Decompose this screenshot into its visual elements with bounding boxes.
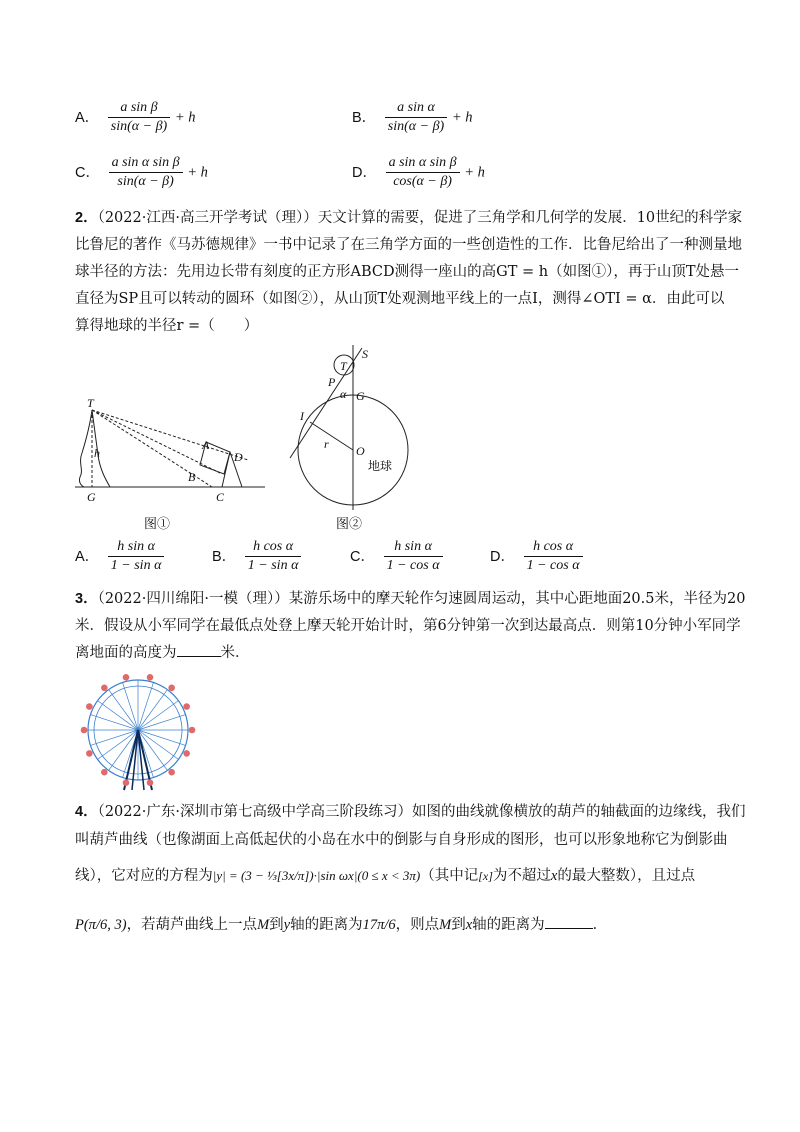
label-h: h — [94, 446, 100, 460]
wheel-cabin — [183, 703, 190, 710]
point-p: P(π/6, 3) — [75, 917, 127, 933]
denominator: sin(α − β) — [117, 174, 174, 189]
text: ，则点 — [395, 917, 440, 933]
wheel-spoke — [138, 730, 186, 745]
wheel-cabin — [168, 684, 175, 691]
q4-line-2: 叫葫芦曲线（也像湖面上高低起伏的小岛在水中的倒影与自身形成的图形，也可以形象地称它为倒影曲 — [75, 832, 728, 848]
question-number: 4． — [75, 804, 98, 820]
distance-value: 17π/6 — [362, 917, 396, 933]
figure-1-caption: 图① — [144, 516, 171, 531]
fraction — [524, 539, 583, 574]
q2-line-4: 直径为SP且可以转动的圆环（如图②），从山顶T处观测地平线上的一点I，测得∠OTI = α．由此可以 — [75, 291, 725, 307]
fraction — [109, 155, 183, 190]
numerator: h cos α — [524, 539, 583, 557]
denominator: 1 − cos α — [386, 558, 440, 573]
wheel-cabin — [147, 674, 154, 681]
q3-line-1 — [75, 589, 745, 609]
tail: + h — [174, 109, 196, 126]
tail: + h — [451, 109, 473, 126]
wheel-spoke — [123, 682, 138, 730]
label-d: D — [234, 450, 243, 464]
tail: + h — [464, 164, 485, 181]
wheel-cabin — [189, 727, 196, 734]
q2-line-5: 算得地球的半径r =（ ） — [75, 318, 259, 334]
var-m-2: M — [439, 917, 452, 933]
tail: + h — [187, 164, 208, 181]
wheel-spoke — [109, 690, 138, 730]
label-alpha: α — [340, 387, 347, 401]
fraction — [384, 539, 443, 574]
wheel-cabin — [147, 779, 154, 786]
text: 轴的距离为 — [472, 917, 545, 933]
option-label: B． — [212, 548, 237, 565]
var-y: y — [283, 917, 291, 933]
sight-line-2 — [92, 410, 248, 460]
var-x: x — [550, 868, 558, 884]
label-t: T — [87, 396, 94, 410]
text: 线），它对应的方程为 — [75, 868, 213, 884]
text: （2022·广东·深圳市第七高级中学高三阶段练习）如图的曲线就像横放的葫芦的轴截面的边缘线，我们 — [97, 804, 746, 820]
answer-blank[interactable] — [177, 656, 221, 657]
numerator: h cos α — [245, 539, 302, 557]
label-r: r — [324, 437, 329, 451]
label-earth: 地球 — [368, 459, 393, 473]
label-c: C — [216, 490, 225, 504]
q2-option-b[interactable] — [212, 539, 301, 574]
figure-2-earth — [280, 340, 430, 520]
wheel-cabin — [123, 779, 130, 786]
text: ，若葫芦曲线上一点 — [126, 917, 258, 933]
option-label: C． — [350, 548, 375, 565]
q4-line-3 — [75, 866, 695, 886]
wheel-spoke — [138, 701, 178, 730]
fraction — [108, 539, 165, 574]
numerator: h sin α — [108, 539, 165, 557]
q2-line-3: 球半径的方法：先用边长带有刻度的正方形ABCD测得一座山的高GT = h（如图①），再于山顶T处悬一 — [75, 264, 739, 280]
text-unit: 米． — [220, 645, 250, 661]
text: 离地面的高度为 — [75, 645, 177, 661]
label-g2: G — [356, 389, 365, 403]
numerator: a sin α sin β — [386, 155, 460, 173]
label-o: O — [356, 444, 365, 458]
text: （2022·四川绵阳·一模（理））某游乐场中的摩天轮作匀速圆周运动，其中心距地面20.5米，半径为20 — [97, 591, 746, 607]
label-t2: T — [340, 359, 347, 373]
wheel-spoke — [98, 701, 138, 730]
question-number: 3． — [75, 591, 98, 607]
square-side — [222, 452, 230, 487]
q2-option-d[interactable] — [490, 539, 583, 574]
label-s: S — [362, 347, 368, 361]
wheel-cabin — [183, 750, 190, 757]
text: 的最大整数），且过点 — [557, 868, 696, 884]
fraction — [385, 100, 447, 135]
wheel-cabin — [81, 727, 88, 734]
wheel-cabin — [86, 703, 93, 710]
text: 轴的距离为 — [290, 917, 363, 933]
q3-line-2: 米．假设从小军同学在最低点处登上摩天轮开始计时，第6分钟第一次到达最高点．则第10分钟小军同学 — [75, 618, 741, 634]
wheel-spoke — [90, 715, 138, 730]
option-label: A． — [75, 109, 100, 126]
q1-option-b[interactable] — [352, 100, 473, 135]
fraction — [108, 100, 170, 135]
wheel-cabin — [86, 750, 93, 757]
wheel-spoke — [90, 730, 138, 745]
wheel-cabin — [168, 769, 175, 776]
q2-option-a[interactable] — [75, 539, 164, 574]
question-number: 2． — [75, 210, 98, 226]
text: 到 — [269, 917, 284, 933]
radius-line — [310, 422, 353, 450]
answer-blank[interactable] — [545, 928, 593, 929]
option-label: D． — [352, 164, 377, 181]
text: ． — [592, 917, 608, 933]
q2-option-c[interactable] — [350, 539, 443, 574]
wheel-spoke — [138, 715, 186, 730]
q2-line-2: 比鲁尼的著作《马苏德规律》一书中记录了在三角学方面的一些创造性的工作．比鲁尼给出了一种测量地 — [75, 237, 742, 253]
option-label: C． — [75, 164, 100, 181]
wheel-spoke — [138, 690, 167, 730]
figure-2-caption: 图② — [336, 516, 363, 531]
wheel-cabin — [123, 674, 130, 681]
q1-option-c[interactable] — [75, 155, 208, 190]
numerator: h sin α — [384, 539, 443, 557]
fraction — [245, 539, 302, 574]
q1-option-a[interactable] — [75, 100, 196, 135]
var-x-2: x — [465, 917, 473, 933]
option-label: A． — [75, 548, 100, 565]
option-label: D． — [490, 548, 515, 565]
q4-line-1 — [75, 802, 745, 822]
q1-option-d[interactable] — [352, 155, 485, 190]
label-a: A — [202, 438, 210, 452]
q3-line-3 — [75, 643, 250, 663]
label-i: I — [300, 409, 304, 423]
denominator: 1 − sin α — [110, 558, 162, 573]
text: 到 — [451, 917, 466, 933]
option-label: B． — [352, 109, 377, 126]
figure-1-mountain — [70, 395, 270, 530]
text: （2022·江西·高三开学考试（理））天文计算的需要，促进了三角学和几何学的发展．10世纪的科学家 — [97, 210, 743, 226]
var-m: M — [257, 917, 270, 933]
text: 为不超过 — [492, 868, 551, 884]
numerator: a sin α sin β — [109, 155, 183, 173]
denominator: 1 − sin α — [247, 558, 299, 573]
floor-symbol: [x] — [478, 869, 493, 883]
label-g: G — [87, 490, 96, 504]
denominator: sin(α − β) — [110, 119, 168, 134]
wheel-cabin — [101, 684, 108, 691]
numerator: a sin β — [108, 100, 170, 118]
label-p: P — [328, 375, 336, 389]
equation: |y| = (3 − ⅓[3x/π])·|sin ωx|(0 ≤ x < 3π) — [212, 868, 421, 883]
text: （其中记 — [420, 868, 479, 884]
denominator: 1 − cos α — [526, 558, 580, 573]
denominator: sin(α − β) — [387, 119, 445, 134]
denominator: cos(α − β) — [393, 174, 452, 189]
q2-line-1 — [75, 208, 742, 228]
q4-line-4 — [75, 915, 607, 935]
numerator: a sin α — [385, 100, 447, 118]
wheel-spoke — [138, 682, 153, 730]
label-b: B — [188, 470, 196, 484]
fraction — [386, 155, 460, 190]
wheel-cabin — [101, 769, 108, 776]
ferris-wheel-figure — [70, 672, 210, 792]
